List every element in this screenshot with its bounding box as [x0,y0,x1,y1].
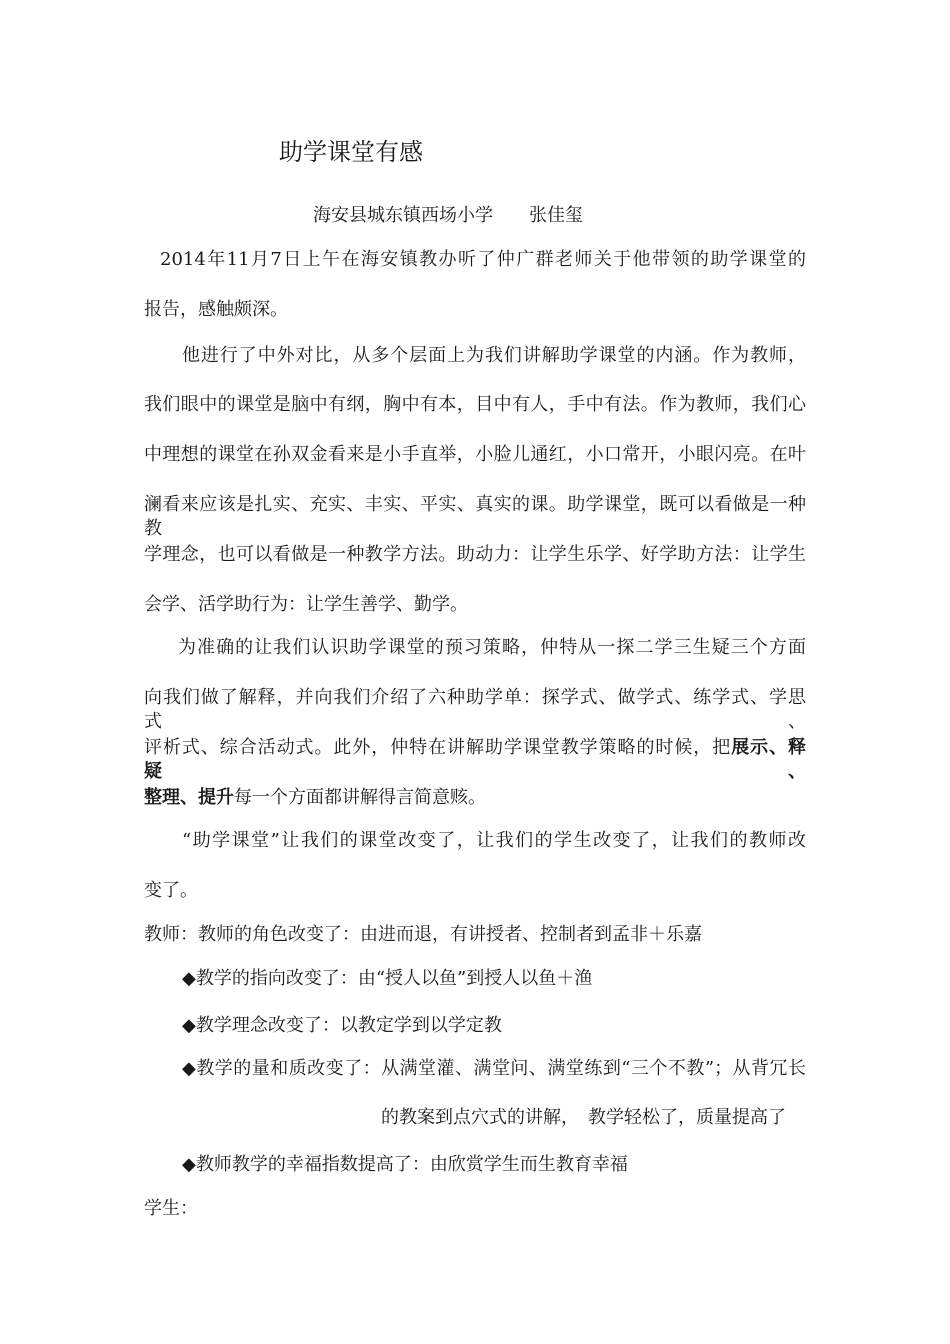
paragraph-1-line-1: 2014年11月7日上午在海安镇教办听了仲广群老师关于他带领的助学课堂的 [160,249,806,270]
bullet-item-3-line-2: 的教案到点穴式的讲解， 教学轻松了，质量提高了 [381,1107,786,1128]
paragraph-3-text: 每一个方面都讲解得言简意赅。 [234,787,486,808]
paragraph-4-line-2: 变了。 [144,880,198,901]
bullet-item-2: ◆教学理念改变了：以教定学到以学定教 [182,1015,502,1036]
author-line: 海安县城东镇西场小学 张佳玺 [313,205,583,226]
paragraph-2-line-4: 澜看来应该是扎实、充实、丰实、平实、真实的课。助学课堂，既可以看做是一种教 [144,494,806,539]
bold-keywords: 整理、提升 [144,787,234,808]
paragraph-3-text: 评析式、综合活动式。此外，仲特在讲解助学课堂教学策略的时候，把 [144,737,732,758]
paragraph-2-line-5: 学理念，也可以看做是一种教学方法。助动力：让学生乐学、好学助方法：让学生 [144,544,806,565]
bullet-item-4: ◆教师教学的幸福指数提高了：由欣赏学生而生教育幸福 [182,1154,628,1175]
bold-keywords: 展示、释疑、 [144,737,807,782]
paragraph-3-line-3 [144,736,806,784]
paragraph-2-line-1: 他进行了中外对比，从多个层面上为我们讲解助学课堂的内涵。作为教师， [182,345,806,366]
teacher-line: 教师：教师的角色改变了：由进而退，有讲授者、控制者到孟非＋乐嘉 [144,924,702,945]
paragraph-3-line-4 [144,786,486,810]
paragraph-3-line-1: 为准确的让我们认识助学课堂的预习策略，仲特从一探二学三生疑三个方面 [178,637,806,658]
student-line: 学生： [144,1198,198,1219]
paragraph-4-line-1: “助学课堂”让我们的课堂改变了，让我们的学生改变了，让我们的教师改 [182,830,806,851]
paragraph-3-line-2: 向我们做了解释，并向我们介绍了六种助学单：探学式、做学式、练学式、学思式、 [144,687,806,732]
paragraph-2-line-2: 我们眼中的课堂是脑中有纲，胸中有本，目中有人，手中有法。作为教师，我们心 [144,394,806,415]
paragraph-2-line-6: 会学、活学助行为：让学生善学、勤学。 [144,594,468,615]
document-title: 助学课堂有感 [279,138,423,166]
paragraph-1-line-2: 报告，感触颇深。 [144,299,288,320]
bullet-item-1: ◆教学的指向改变了：由“授人以鱼”到授人以鱼＋渔 [182,968,593,989]
paragraph-2-line-3: 中理想的课堂在孙双金看来是小手直举，小脸儿通红，小口常开，小眼闪亮。在叶 [144,444,806,465]
bullet-item-3-line-1: ◆教学的量和质改变了：从满堂灌、满堂问、满堂练到“三个不教”；从背冗长 [182,1058,806,1079]
